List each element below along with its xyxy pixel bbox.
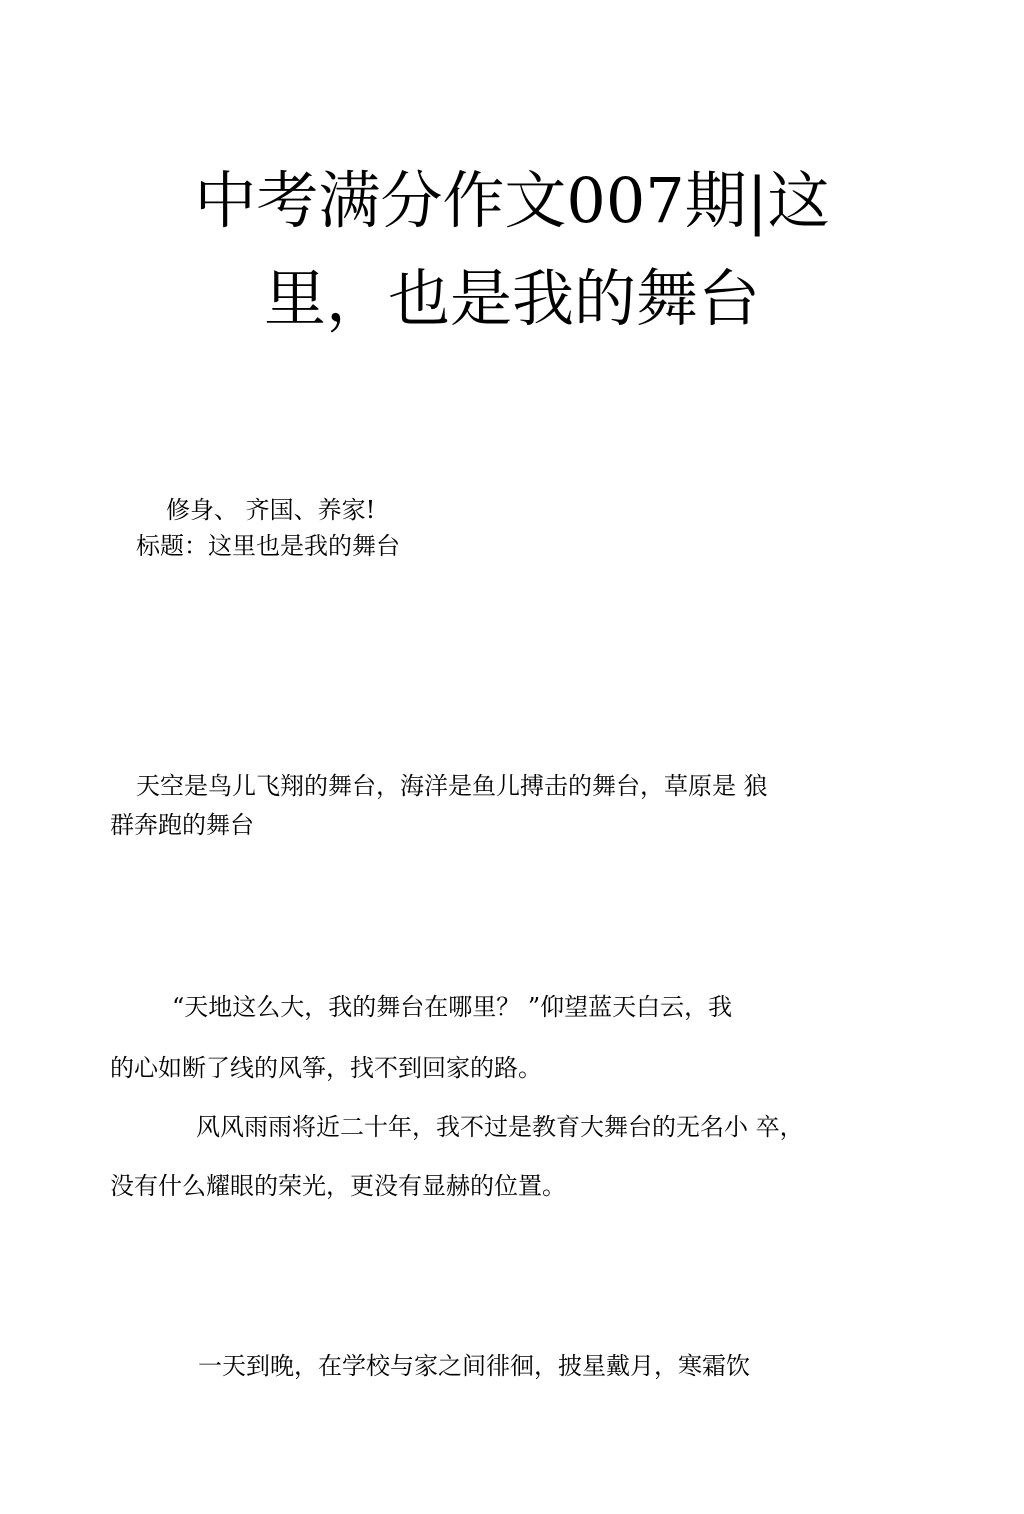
- heading-text: 标题：这里也是我的舞台: [136, 532, 400, 560]
- paragraph-1-line-1: 天空是鸟儿飞翔的舞台，海洋是鱼儿搏击的舞台，草原是 狼: [136, 772, 768, 800]
- motto-text: 修身、 齐国、养家!: [166, 496, 376, 524]
- document-title-line-2: 里，也是我的舞台: [263, 262, 760, 335]
- document-title-line-1: 中考满分作文007期|这: [194, 164, 830, 237]
- paragraph-2-line-1: “天地这么大，我的舞台在哪里？ ”仰望蓝天白云，我: [172, 993, 733, 1021]
- paragraph-3-line-2: 没有什么耀眼的荣光，更没有显赫的位置。: [110, 1172, 566, 1200]
- paragraph-2-line-2: 的心如断了线的风筝，找不到回家的路。: [110, 1054, 542, 1082]
- paragraph-1-line-2: 群奔跑的舞台: [110, 811, 254, 839]
- paragraph-3-line-1: 风风雨雨将近二十年，我不过是教育大舞台的无名小 卒，: [196, 1113, 804, 1141]
- paragraph-4-line-1: 一天到晚，在学校与家之间徘徊，披星戴月，寒霜饮: [198, 1352, 750, 1380]
